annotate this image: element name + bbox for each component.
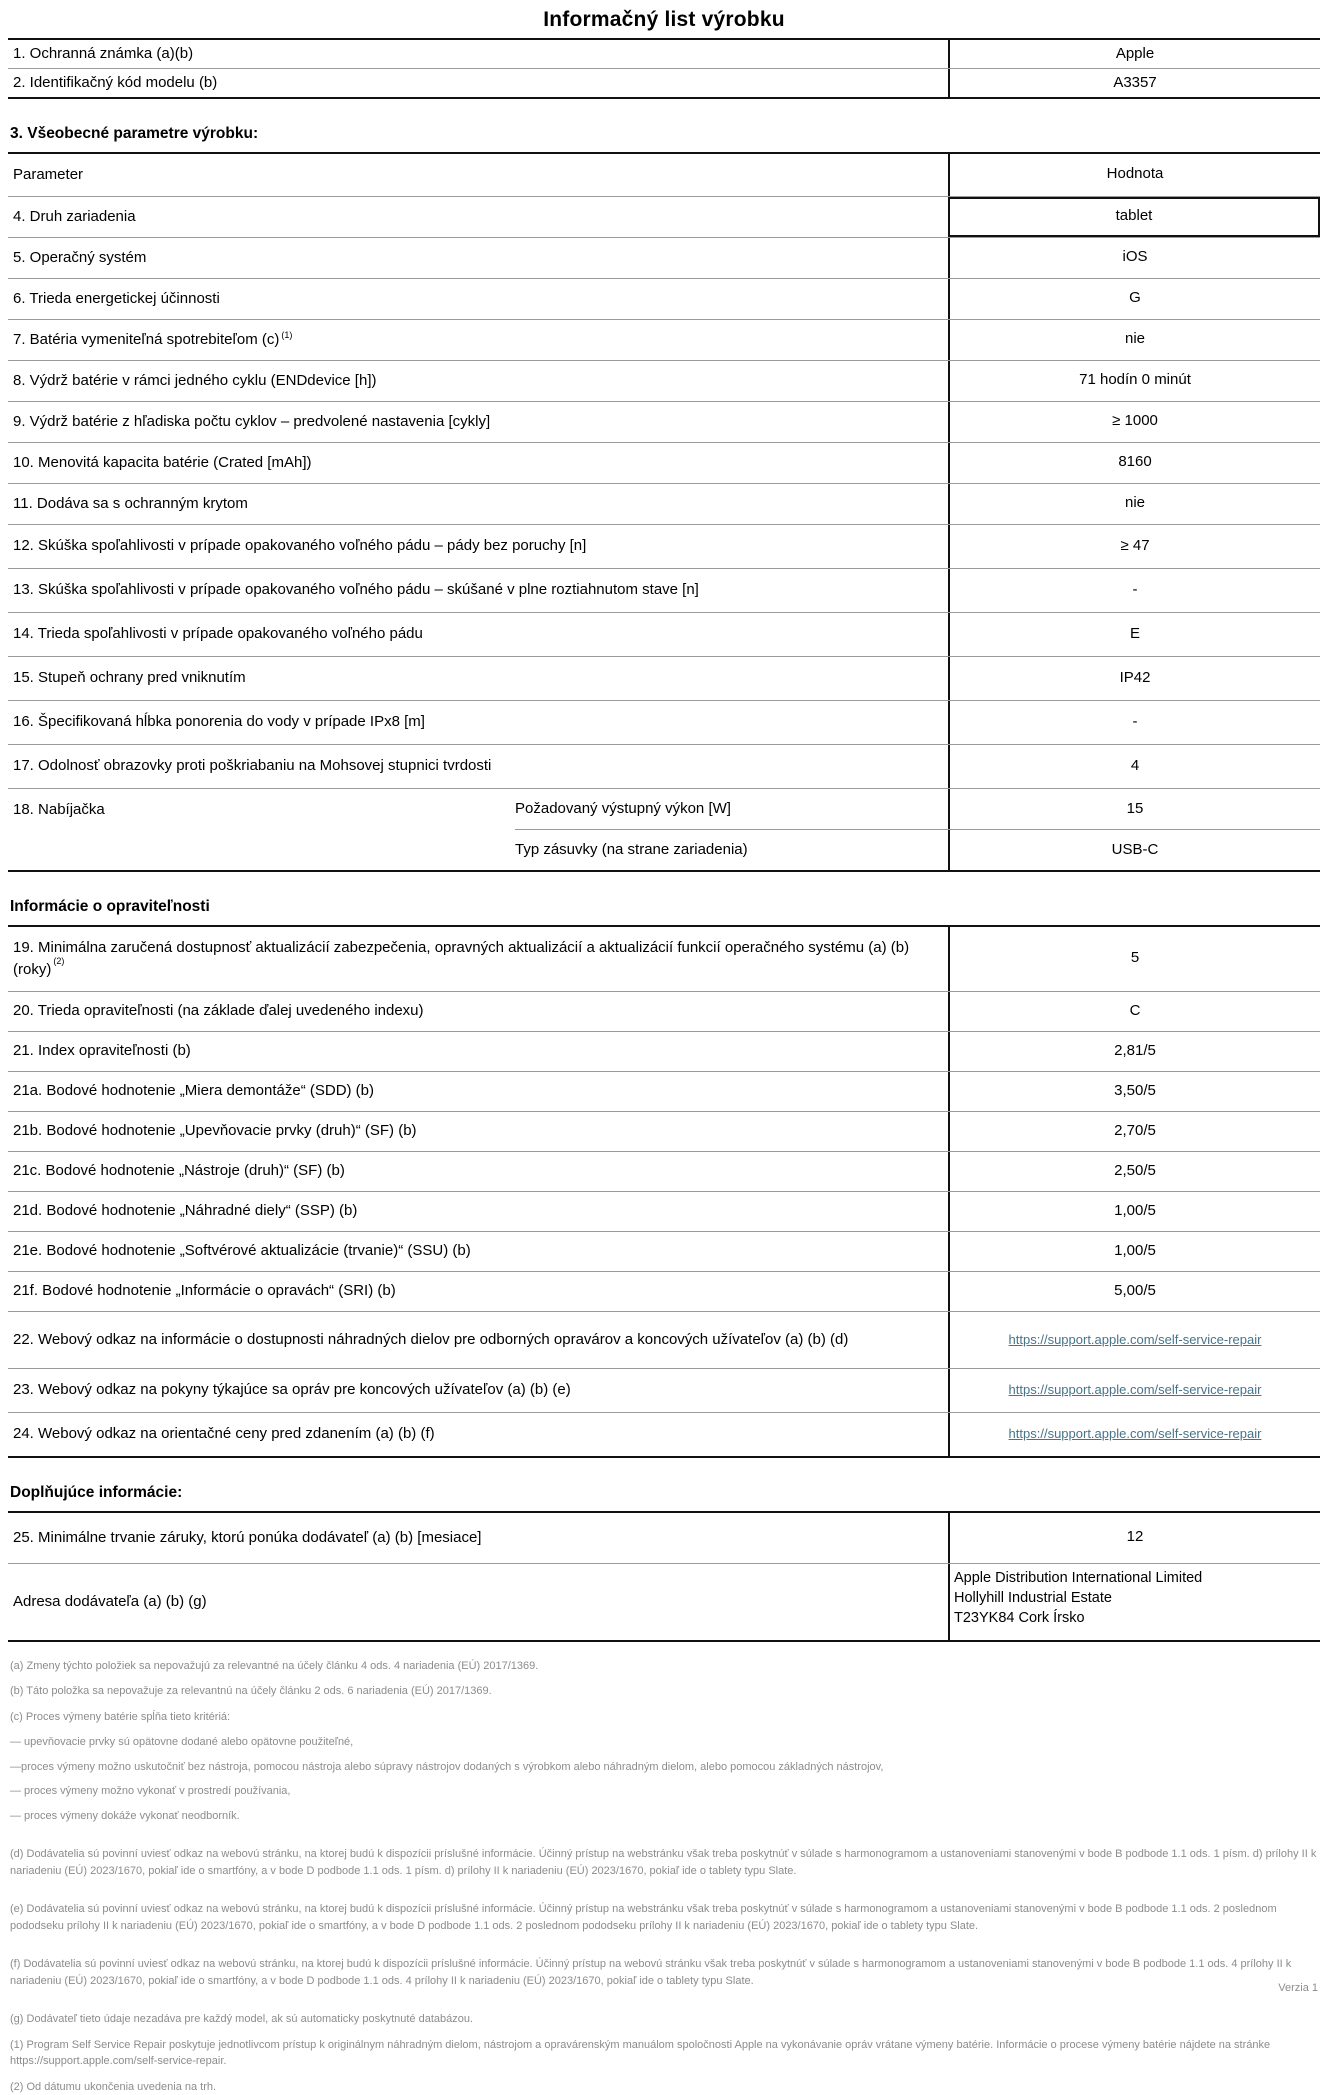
row-label: 21b. Bodové hodnotenie „Upevňovacie prvky (druh)“ (SF) (b)	[8, 1112, 948, 1151]
row-label: 6. Trieda energetickej účinnosti	[8, 279, 948, 319]
row-value: nie	[948, 484, 1320, 524]
table-row	[8, 483, 1320, 524]
charger-subrows	[515, 789, 1320, 870]
table-row	[8, 1071, 1320, 1111]
table-row	[515, 829, 1320, 870]
row-label: 12. Skúška spoľahlivosti v prípade opakovaného voľného pádu – pády bez poruchy [n]	[8, 525, 948, 568]
table-row	[8, 612, 1320, 656]
table-row	[8, 319, 1320, 360]
row-label: 11. Dodáva sa s ochranným krytom	[8, 484, 948, 524]
row-value: C	[948, 992, 1320, 1031]
section-heading-general-parameters: 3. Všeobecné parametre výrobku:	[10, 125, 1320, 143]
row-value: 4	[948, 745, 1320, 788]
table-row	[8, 237, 1320, 278]
row-value: 2,70/5	[948, 1112, 1320, 1151]
address-line: T23YK84 Cork Írsko	[954, 1608, 1316, 1628]
row-value: IP42	[948, 657, 1320, 700]
table-row	[8, 401, 1320, 442]
row-value: ≥ 1000	[948, 402, 1320, 442]
row-label: 5. Operačný systém	[8, 238, 948, 278]
row-value: -	[948, 701, 1320, 744]
footnote-d: (d) Dodávatelia sú povinní uviesť odkaz na webovú stránku, na ktorej budú k dispozícii príslušné informácie. Účinný prístup na webstránku však treba poskytnúť v súlade s harmonogramom a ustanoveniami stanovenými v bode B podbode 1.1 ods. 1 písm. d) prílohy II k nariadeniu (EÚ) 2023/1670, pokiaľ ide o smartfóny, a v bode D podbode 1.1 ods. 1 písm. d) prílohy II k nariadeniu (EÚ) 2023/1670, pokiaľ ide o tablety typu Slate.	[10, 1846, 1320, 1879]
footnotes	[8, 1658, 1320, 2095]
row-value: ≥ 47	[948, 525, 1320, 568]
footnote-b: (b) Táto položka sa nepovažuje za relevantnú na účely článku 2 ods. 6 nariadenia (EÚ) 2017/1369.	[10, 1683, 1320, 1700]
row-value: 1,00/5	[948, 1232, 1320, 1271]
table-row	[8, 68, 1320, 97]
table-row	[8, 1031, 1320, 1071]
row-label: 17. Odolnosť obrazovky proti poškriabaniu na Mohsovej stupnici tvrdosti	[8, 745, 948, 788]
row-value: 12	[948, 1513, 1320, 1563]
row-value: nie	[948, 320, 1320, 360]
table-row	[8, 1271, 1320, 1311]
row-value	[948, 1413, 1320, 1456]
row-value: 1,00/5	[948, 1192, 1320, 1231]
row-label: 25. Minimálne trvanie záruky, ktorú ponúka dodávateľ (a) (b) [mesiace]	[8, 1513, 948, 1563]
row-label: 19. Minimálna zaručená dostupnosť aktualizácií zabezpečenia, opravných aktualizácií a aktualizácií funkcií operačného systému (a) (b) (roky) (2)	[8, 927, 948, 991]
row-value	[948, 1369, 1320, 1412]
row-value: iOS	[948, 238, 1320, 278]
footnote-e: (e) Dodávatelia sú povinní uviesť odkaz na webovú stránku, na ktorej budú k dispozícii príslušné informácie. Účinný prístup na webstránku však treba poskytnúť v súlade s harmonogramom a ustanoveniami stanovenými v bode B podbode 1.1 ods. 2 poslednom pododseku prílohy II k nariadeniu (EÚ) 2023/1670, pokiaľ ide o smartfóny, a v bode D podbode 1.1 ods. 2 poslednom pododseku prílohy II k nariadeniu (EÚ) 2023/1670, pokiaľ ide o tablety typu Slate.	[10, 1901, 1320, 1934]
row-value: 2,81/5	[948, 1032, 1320, 1071]
table-row	[8, 1111, 1320, 1151]
footnote-2: (2) Od dátumu ukončenia uvedenia na trh.	[10, 2079, 1320, 2095]
table-row	[8, 1412, 1320, 1456]
table-row	[8, 991, 1320, 1031]
footnote-f: (f) Dodávatelia sú povinní uviesť odkaz na webovú stránku, na ktorej budú k dispozícii príslušné informácie. Účinný prístup na webovú stránku však treba poskytnúť v súlade s harmonogramom a ustanoveniami stanovenými v bode B podbode 1.1 ods. 4 prílohy II k nariadeniu (EÚ) 2023/1670, pokiaľ ide o smartfóny, a v bode D podbode 1.1 ods. 4 prílohy II k nariadeniu (EÚ) 2023/1670, pokiaľ ide o tablety typu Slate.	[10, 1956, 1320, 1989]
table-row	[8, 1513, 1320, 1563]
table-row	[8, 927, 1320, 991]
row-value: 2,50/5	[948, 1152, 1320, 1191]
table-row	[8, 1311, 1320, 1368]
table-row	[8, 360, 1320, 401]
table-row	[8, 656, 1320, 700]
table-row	[8, 744, 1320, 788]
supplier-address	[948, 1564, 1320, 1640]
row-label: 21e. Bodové hodnotenie „Softvérové aktualizácie (trvanie)“ (SSU) (b)	[8, 1232, 948, 1271]
footnote-g: (g) Dodávateľ tieto údaje nezadáva pre každý model, ak sú automaticky poskytnuté databázou.	[10, 2011, 1320, 2028]
table-row	[8, 442, 1320, 483]
subrow-value: 15	[948, 789, 1320, 829]
table-row	[8, 40, 1320, 68]
footnote-c-bullet: — proces výmeny dokáže vykonať neodborník.	[10, 1808, 1320, 1825]
table-row	[8, 1191, 1320, 1231]
subrow-label: Požadovaný výstupný výkon [W]	[515, 789, 948, 829]
row-label: 7. Batéria vymeniteľná spotrebiteľom (c) (1)	[8, 320, 948, 360]
repairability-table	[8, 925, 1320, 1458]
charger-row-group	[8, 788, 1320, 870]
row-label: 21a. Bodové hodnotenie „Miera demontáže“ (SDD) (b)	[8, 1072, 948, 1111]
row-label: 14. Trieda spoľahlivosti v prípade opakovaného voľného pádu	[8, 613, 948, 656]
row-value: A3357	[948, 69, 1320, 97]
row-label: 8. Výdrž batérie v rámci jedného cyklu (ENDdevice [h])	[8, 361, 948, 401]
row-label: 21. Index opraviteľnosti (b)	[8, 1032, 948, 1071]
version-label: Verzia 1	[1278, 1982, 1318, 1994]
row-value: 5,00/5	[948, 1272, 1320, 1311]
row-label: 9. Výdrž batérie z hľadiska počtu cyklov – predvolené nastavenia [cykly]	[8, 402, 948, 442]
row-label: 13. Skúška spoľahlivosti v prípade opakovaného voľného pádu – skúšané v plne roztiahnutom stave [n]	[8, 569, 948, 612]
column-header-value: Hodnota	[948, 154, 1320, 196]
row-label: 10. Menovitá kapacita batérie (Crated [mAh])	[8, 443, 948, 483]
table-row	[8, 196, 1320, 237]
table-row	[515, 789, 1320, 829]
row-value: 8160	[948, 443, 1320, 483]
row-label: 4. Druh zariadenia	[8, 197, 948, 237]
table-row	[8, 278, 1320, 319]
footnote-c-bullet: — proces výmeny možno vykonať v prostredí používania,	[10, 1783, 1320, 1800]
row-value: E	[948, 613, 1320, 656]
row-label: 18. Nabíjačka	[8, 789, 515, 870]
row-label: 20. Trieda opraviteľnosti (na základe ďalej uvedeného indexu)	[8, 992, 948, 1031]
row-value: -	[948, 569, 1320, 612]
table-row	[8, 1151, 1320, 1191]
support-link[interactable]: https://support.apple.com/self-service-repair	[1009, 1331, 1262, 1349]
table-row	[8, 568, 1320, 612]
row-label: 24. Webový odkaz na orientačné ceny pred zdanením (a) (b) (f)	[8, 1413, 948, 1456]
additional-info-table	[8, 1511, 1320, 1642]
row-label: 15. Stupeň ochrany pred vniknutím	[8, 657, 948, 700]
general-parameters-table	[8, 152, 1320, 872]
footnote-superscript: (2)	[53, 957, 64, 966]
support-link[interactable]: https://support.apple.com/self-service-repair	[1009, 1381, 1262, 1399]
row-label: 21d. Bodové hodnotenie „Náhradné diely“ (SSP) (b)	[8, 1192, 948, 1231]
address-line: Apple Distribution International Limited	[954, 1568, 1316, 1588]
row-label: 16. Špecifikovaná hĺbka ponorenia do vody v prípade IPx8 [m]	[8, 701, 948, 744]
row-label: 1. Ochranná známka (a)(b)	[8, 40, 948, 68]
row-value: 5	[948, 927, 1320, 991]
table-row	[8, 1368, 1320, 1412]
row-label: Adresa dodávateľa (a) (b) (g)	[8, 1564, 948, 1640]
row-value: Apple	[948, 40, 1320, 68]
row-value: G	[948, 279, 1320, 319]
section-heading-additional: Doplňujúce informácie:	[10, 1484, 1320, 1502]
footnote-1: (1) Program Self Service Repair poskytuje jednotlivcom prístup k originálnym náhradným dielom, nástrojom a opravárenským manuálom spoločnosti Apple na vykonávanie opráv vrátane výmeny batérie. Informácie o procese výmeny batérie nájdete na stránke https://support.apple.com/self-service-repair.	[10, 2037, 1320, 2070]
row-label: 21f. Bodové hodnotenie „Informácie o opravách“ (SRI) (b)	[8, 1272, 948, 1311]
footnote-superscript: (1)	[281, 331, 292, 340]
subrow-label: Typ zásuvky (na strane zariadenia)	[515, 830, 948, 870]
footnote-a: (a) Zmeny týchto položiek sa nepovažujú za relevantné na účely článku 4 ods. 4 nariadenia (EÚ) 2017/1369.	[10, 1658, 1320, 1675]
row-value: 3,50/5	[948, 1072, 1320, 1111]
section-heading-repairability: Informácie o opraviteľnosti	[10, 898, 1320, 916]
table-row	[8, 1563, 1320, 1640]
row-label: 2. Identifikačný kód modelu (b)	[8, 69, 948, 97]
footnote-c: (c) Proces výmeny batérie spĺňa tieto kritériá:	[10, 1709, 1320, 1726]
row-value	[948, 1312, 1320, 1368]
row-value: 71 hodín 0 minút	[948, 361, 1320, 401]
footnote-c-bullet: —proces výmeny možno uskutočniť bez nástroja, pomocou nástroja alebo súpravy nástrojov dodaných s výrobkom alebo náhradným dielom, alebo pomocou základných nástrojov,	[10, 1759, 1320, 1776]
row-label: 22. Webový odkaz na informácie o dostupnosti náhradných dielov pre odborných opravárov a koncových užívateľov (a) (b) (d)	[8, 1312, 948, 1368]
support-link[interactable]: https://support.apple.com/self-service-repair	[1009, 1425, 1262, 1443]
subrow-value: USB-C	[948, 830, 1320, 870]
footnote-c-bullet: — upevňovacie prvky sú opätovne dodané alebo opätovne použiteľné,	[10, 1734, 1320, 1751]
address-line: Hollyhill Industrial Estate	[954, 1588, 1316, 1608]
table-row	[8, 524, 1320, 568]
identification-table	[8, 38, 1320, 99]
table-row	[8, 1231, 1320, 1271]
table-header-row	[8, 154, 1320, 196]
row-label: 23. Webový odkaz na pokyny týkajúce sa opráv pre koncových užívateľov (a) (b) (e)	[8, 1369, 948, 1412]
page-title: Informačný list výrobku	[8, 8, 1320, 32]
row-value-highlighted: tablet	[948, 197, 1320, 237]
table-row	[8, 700, 1320, 744]
row-label: 21c. Bodové hodnotenie „Nástroje (druh)“ (SF) (b)	[8, 1152, 948, 1191]
column-header-parameter: Parameter	[8, 154, 948, 196]
